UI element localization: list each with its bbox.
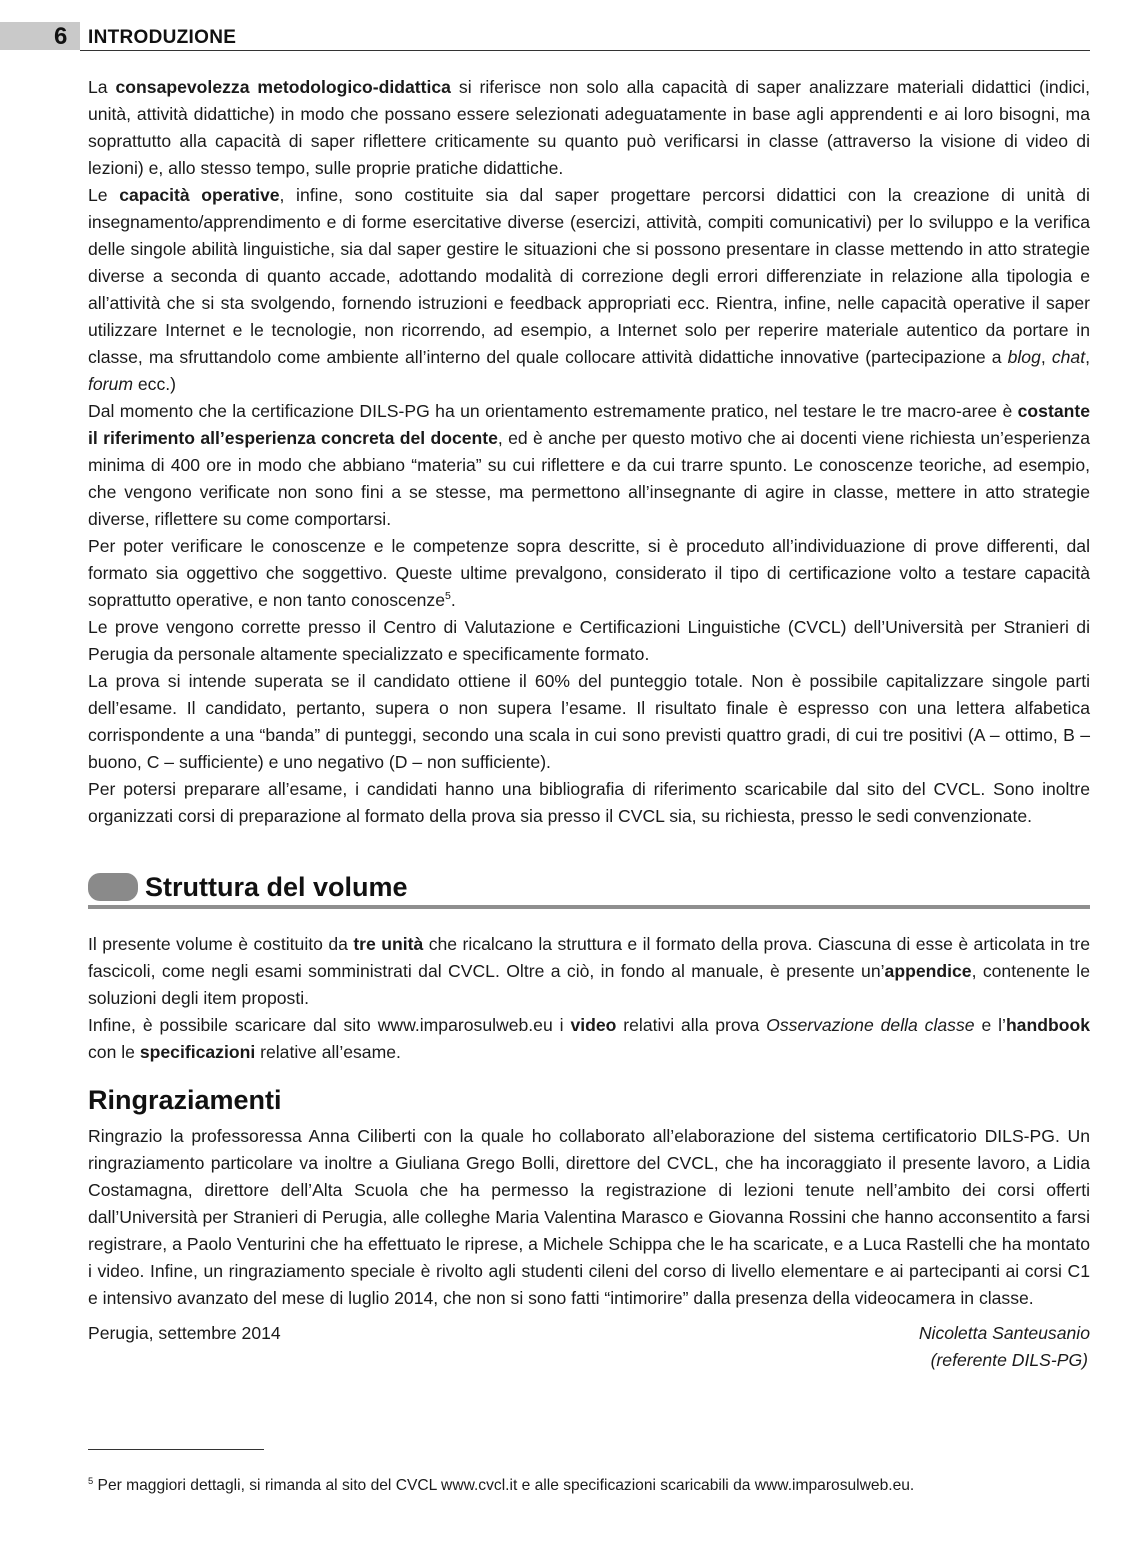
text-run: , (1085, 347, 1090, 367)
page-content (88, 74, 1090, 1380)
footnote-text: Per maggiori dettagli, si rimanda al sito del CVCL www.cvcl.it e alle specificazioni scaricabili da www.imparosulweb.eu. (93, 1477, 915, 1494)
text-run: , contenente le soluzioni degli item proposti. (88, 961, 1090, 1008)
bold-term: appendice (884, 961, 972, 981)
running-title: INTRODUZIONE (88, 27, 237, 48)
intro-paragraph-6: La prova si intende superata se il candidato ottiene il 60% del punteggio totale. Non è possibile capitalizzare singole parti dell’esame. Il candidato, pertanto, supera o non supera l’esame. Il risultato finale è espresso con una lettera alfabetica corrispondente a una “banda” di punteggi, secondo una scala in cui sono previsti quattro gradi, di cui tre positivi (A – ottimo, B – buono, C – sufficiente) e uno negativo (D – non sufficiente). (88, 671, 1090, 772)
text-run: relativi alla prova (616, 1015, 767, 1035)
footnote (88, 1476, 1090, 1496)
bold-term: consapevolezza metodologico-didattica (115, 77, 451, 97)
bold-term: video (570, 1015, 617, 1035)
text-run: si riferisce non solo alla capacità di saper analizzare materiali didattici (indici, unità, attività didattiche) in modo che possano essere selezionati adeguatamente in base agli apprendenti e ai loro bisogni, ma soprattutto alla capacità di saper riflettere criticamente su quanto può verificarsi in classe (attraverso la visione di video di lezioni) e, allo stesso tempo, sulle proprie pratiche didattiche. (88, 77, 1090, 178)
text-run: relative all’esame. (255, 1042, 401, 1062)
italic-term: blog (1007, 347, 1041, 367)
text-run: Le (88, 185, 120, 205)
intro-paragraph-7: Per potersi preparare all’esame, i candidati hanno una bibliografia di riferimento scaricabile dal sito del CVCL. Sono inoltre organizzati corsi di preparazione al formato della prova sia presso il CVCL sia, su richiesta, presso le sedi convenzionate. (88, 779, 1090, 826)
text-run: ecc.) (132, 374, 176, 394)
acknowledgements-paragraph: Ringrazio la professoressa Anna Ciliberti con la quale ho collaborato all’elaborazione del sistema certificatorio DILS-PG. Un ringraziamento particolare va inoltre a Giuliana Grego Bolli, direttore del CVCL, che ha incoraggiato il presente lavoro, a Lidia Costamagna, direttore dell’Alta Scuola che ha permesso la registrazione di lezioni tenute nell’ambito dei corsi offerti dall’Università per Stranieri di Perugia, alle colleghe Maria Valentina Marasco e Giovanna Rossini che hanno acconsentito a farsi registrare, a Paolo Venturini che ha effettuato le riprese, a Michele Schippa che le ha scaricate, e a Luca Rastelli che ha montato i video. Infine, un ringraziamento speciale è rivolto agli studenti cileni del corso di livello elementare e ai partecipanti ai corsi C1 e intensivo avanzato del mese di luglio 2014, che non si sono fatti “intimorire” dalla presenza della videocamera in classe. (88, 1126, 1090, 1308)
section-title: Struttura del volume (145, 872, 408, 902)
bold-term: costante il riferimento all’esperienza concreta del docente (88, 401, 1090, 448)
place-date: Perugia, settembre 2014 (88, 1323, 281, 1343)
text-run: , ed è anche per questo motivo che ai docenti viene richiesta un’esperienza minima di 400 ore in modo che abbiano “materia” su cui riflettere e da cui trarre spunto. Le conoscenze teoriche, ad esempio, che vengono verificate non sono fini a se stesse, ma permettono all’insegnante di agire in classe, mettere in atto strategie diverse, riflettere su come comportarsi. (88, 428, 1090, 529)
italic-term: Osservazione della classe (766, 1015, 975, 1035)
italic-term: forum (88, 374, 133, 394)
text-run: che ricalcano la struttura e il formato della prova. Ciascuna di esse è articolata in tre fascicoli, come negli esami somministrati dal CVCL. Oltre a ciò, in fondo al manuale, è presente un’ (88, 934, 1091, 981)
bold-term: tre unità (353, 934, 424, 954)
author-role: (referente DILS-PG) (930, 1350, 1088, 1370)
text-run: La (88, 77, 116, 97)
intro-paragraph-5: Le prove vengono corrette presso il Centro di Valutazione e Certificazioni Linguistiche (CVCL) dell’Università per Stranieri di Perugia da personale altamente specializzato e specificamente formato. (88, 617, 1090, 664)
text-run: Per poter verificare le conoscenze e le competenze sopra descritte, si è proceduto all’individuazione di prove differenti, dal formato sia oggettivo che soggettivo. Queste ultime prevalgono, considerato il tipo di certificazione volto a testare capacità soprattutto operative, e non tanto conoscenze (88, 536, 1090, 610)
section-heading (88, 867, 1090, 911)
author-name: Nicoletta Santeusanio (918, 1323, 1090, 1343)
footnote-rule (88, 1449, 264, 1450)
text-run: Dal momento che la certificazione DILS-PG ha un orientamento estremamente pratico, nel testare le tre macro-aree è (88, 401, 1018, 421)
section-marker (88, 873, 138, 901)
text-run: . (450, 590, 456, 610)
bold-term: handbook (1005, 1015, 1090, 1035)
signature (919, 1320, 1090, 1374)
bold-term: capacità operative (119, 185, 280, 205)
text-run: , infine, sono costituite sia dal saper progettare percorsi didattici con la creazione di unità di insegnamento/apprendimento e di forme esercitative diverse (esercizi, attività, compiti comunicativi) per lo sviluppo e la verifica delle singole abilità linguistiche, sia dal saper gestire le situazioni che si possono presentare in classe mettendo in atto strategie diverse a seconda di quanto accade, adottando modalità di correzione degli errori differenziate in relazione alla tipologia e all’attività che si sta svolgendo, fornendo istruzioni e feedback appropriati ecc. Rientra, infine, nelle capacità operative il saper utilizzare Internet e le tecnologie, non ricorrendo, ad esempio, a Internet solo per reperire materiale autentico da portare in classe, ma sfruttandolo come ambiente all’interno del quale collocare attività didattiche innovative (partecipazione a (88, 185, 1090, 367)
italic-term: chat (1051, 347, 1086, 367)
text-run: Il presente volume è costituito da (88, 934, 354, 954)
text-run: e l’ (974, 1015, 1006, 1035)
text-run: Infine, è possibile scaricare dal sito www.imparosulweb.eu i (88, 1015, 571, 1035)
intro-paragraph-3 (88, 398, 1090, 533)
bold-term: specificazioni (139, 1042, 256, 1062)
page-header (0, 22, 1090, 52)
footnote-marker: 5 (88, 1475, 94, 1486)
intro-paragraph-1 (88, 74, 1090, 182)
page-number: 6 (54, 23, 68, 50)
structure-paragraph-2 (88, 1012, 1090, 1066)
text-run: , (1040, 347, 1052, 367)
structure-paragraph-1 (88, 931, 1090, 1012)
acknowledgements-title: Ringraziamenti (88, 1085, 282, 1115)
section-rule (88, 905, 1090, 909)
footnote-reference[interactable]: 5 (445, 590, 451, 603)
text-run: con le (88, 1042, 140, 1062)
intro-paragraph-2 (88, 182, 1090, 398)
signoff (88, 1320, 1090, 1380)
header-rule (80, 50, 1090, 51)
page-number-tab (0, 22, 80, 50)
intro-paragraph-4 (88, 533, 1090, 614)
